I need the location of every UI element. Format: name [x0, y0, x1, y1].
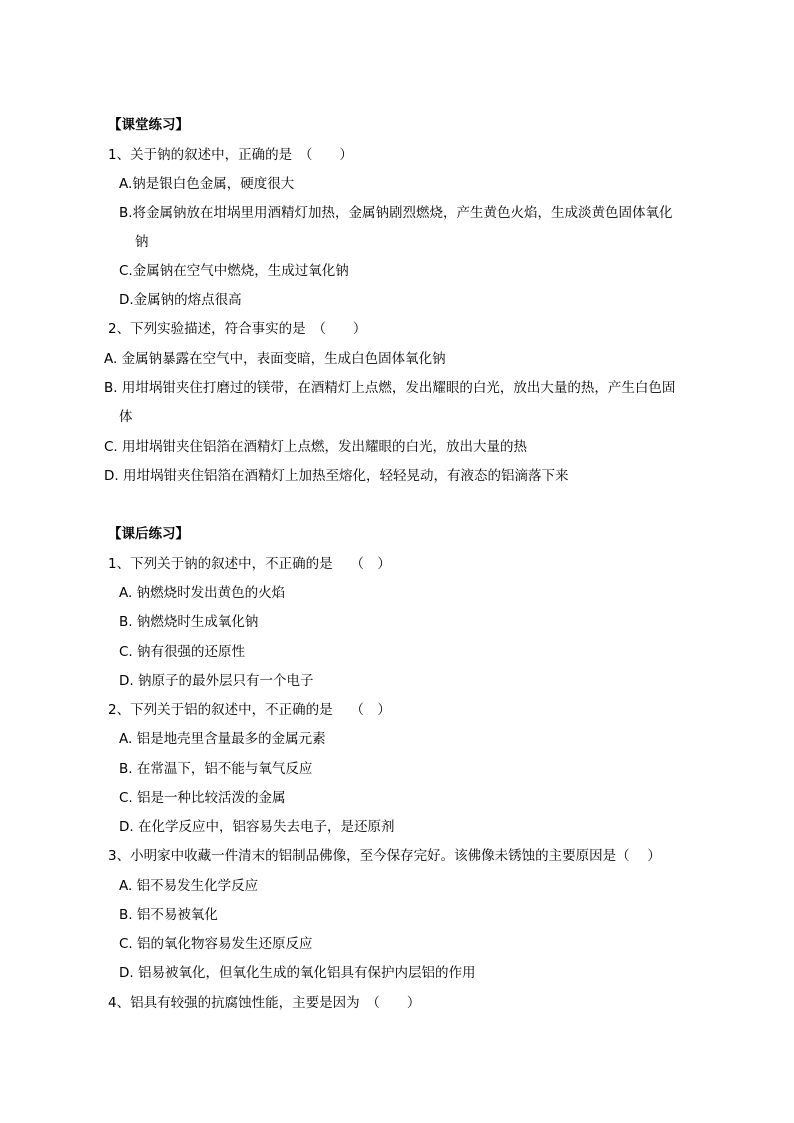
option-a: A. 铝不易发生化学反应	[119, 878, 259, 894]
option-b: B. 铝不易被氧化	[119, 907, 218, 923]
option-d: D. 钠原子的最外层只有一个电子	[119, 673, 314, 689]
question-stem: 1、下列关于钠的叙述中，不正确的是 （ ）	[108, 556, 391, 572]
question-stem: 2、下列实验描述，符合事实的是 （ ）	[108, 321, 367, 337]
option-c: C. 铝的氧化物容易发生还原反应	[119, 936, 313, 952]
section-heading-classroom: 【课堂练习】	[108, 117, 189, 133]
option-d: D.金属钠的熔点很高	[119, 292, 242, 308]
option-a: A.钠是银白色金属，硬度很大	[119, 176, 295, 192]
option-b: B.将金属钠放在坩埚里用酒精灯加热，金属钠剧烈燃烧，产生黄色火焰，生成淡黄色固体氧化	[119, 205, 673, 221]
option-a: A. 铝是地壳里含量最多的金属元素	[119, 731, 326, 747]
option-d: D. 铝易被氧化，但氧化生成的氧化铝具有保护内层铝的作用	[119, 965, 476, 981]
option-c: C. 用坩埚钳夹住铝箔在酒精灯上点燃，发出耀眼的白光，放出大量的热	[104, 439, 528, 455]
option-a: A. 钠燃烧时发出黄色的火焰	[119, 585, 286, 601]
option-b: B. 在常温下，铝不能与氧气反应	[119, 761, 313, 777]
option-b: B. 钠燃烧时生成氧化钠	[119, 614, 259, 630]
option-c: C. 钠有很强的还原性	[119, 644, 246, 660]
question-stem: 4、铝具有较强的抗腐蚀性能，主要是因为 （ ）	[108, 995, 421, 1011]
question-stem: 2、下列关于铝的叙述中，不正确的是 （ ）	[108, 702, 391, 718]
option-b-continued: 钠	[135, 234, 149, 250]
option-d: D. 在化学反应中，铝容易失去电子，是还原剂	[119, 819, 395, 835]
section-heading-homework: 【课后练习】	[108, 526, 189, 542]
question-stem: 1、关于钠的叙述中，正确的是 （ ）	[108, 147, 353, 163]
question-stem: 3、小明家中收藏一件清末的铝制品佛像，至今保存完好。该佛像未锈蚀的主要原因是（ ）	[108, 848, 661, 864]
option-d: D. 用坩埚钳夹住铝箔在酒精灯上加热至熔化，轻轻晃动，有液态的铝滴落下来	[104, 468, 569, 484]
option-c: C.金属钠在空气中燃烧，生成过氧化钠	[119, 263, 349, 279]
option-b-continued: 体	[119, 409, 133, 425]
option-b: B. 用坩埚钳夹住打磨过的镁带，在酒精灯上点燃，发出耀眼的白光，放出大量的热，产生白色固	[104, 380, 676, 396]
option-a: A. 金属钠暴露在空气中，表面变暗，生成白色固体氧化钠	[104, 351, 446, 367]
option-c: C. 铝是一种比较活泼的金属	[119, 790, 286, 806]
